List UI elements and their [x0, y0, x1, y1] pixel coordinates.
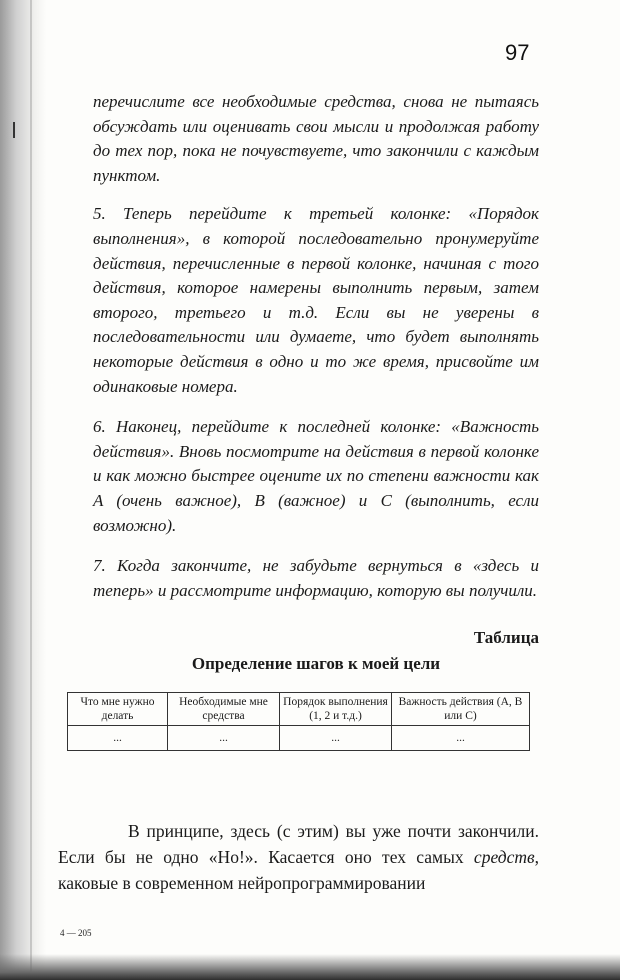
- table-title: Определение шагов к моей цели: [191, 654, 441, 674]
- steps-table: [67, 692, 530, 751]
- body-text-end: , каковые в современном нейропрограммировании: [58, 847, 539, 893]
- table-header-row: [68, 693, 530, 726]
- body-paragraph: [58, 818, 539, 896]
- page-number: 97: [505, 40, 530, 65]
- table-row: [68, 726, 530, 751]
- table-header-cell: Что мне нужно делать: [68, 693, 168, 726]
- table-label: Таблица: [473, 628, 539, 648]
- paragraph-1: перечислите все необходимые средства, снова не пытаясь обсуждать или оценивать свои мысли и продолжая работу до тех пор, пока не почувствуете, что закончили с каждым пунктом.: [93, 92, 539, 185]
- margin-mark: [13, 122, 15, 138]
- body-text-start: В принципе, здесь (с этим) вы уже почти закончили. Если бы не одно «Но!». Касается оно тех самых: [58, 821, 539, 867]
- table-header-cell: Необходимые мне средства: [168, 693, 280, 726]
- table-cell: ...: [168, 726, 280, 751]
- paragraph-step-5: 5. Теперь перейдите к третьей колонке: «Порядок выполнения», в которой последовательно пронумеруйте действия, перечисленные в первой колонке, начиная с того действия, которое намерены выполнить первым, затем второго, третьего и т.д. Если вы не уверены в последовательности или думаете, что будет выполнять некоторые действия в одно и то же время, присвойте им одинаковые номера.: [93, 204, 539, 396]
- table-cell: ...: [68, 726, 168, 751]
- table-cell: ...: [280, 726, 392, 751]
- main-content: [93, 90, 539, 675]
- paragraph-step-7: 7. Когда закончите, не забудьте вернуться в «здесь и теперь» и рассмотрите информацию, которую вы получили.: [93, 556, 539, 600]
- paragraph-step-6: 6. Наконец, перейдите к последней колонке: «Важность действия». Вновь посмотрите на действия в первой колонке и как можно быстрее оцените их по степени важности как A (очень важное), B (важное) и C (выполнить, если возможно).: [93, 417, 539, 535]
- signature-code: 4 — 205: [60, 928, 92, 938]
- table-header-cell: Порядок выполнения (1, 2 и т.д.): [280, 693, 392, 726]
- page-bottom-shadow: [0, 954, 620, 980]
- table-cell: ...: [392, 726, 530, 751]
- table-header-cell: Важность действия (A, B или C): [392, 693, 530, 726]
- page-binding-shadow: [0, 0, 46, 980]
- body-text-emphasis: средств: [473, 847, 535, 867]
